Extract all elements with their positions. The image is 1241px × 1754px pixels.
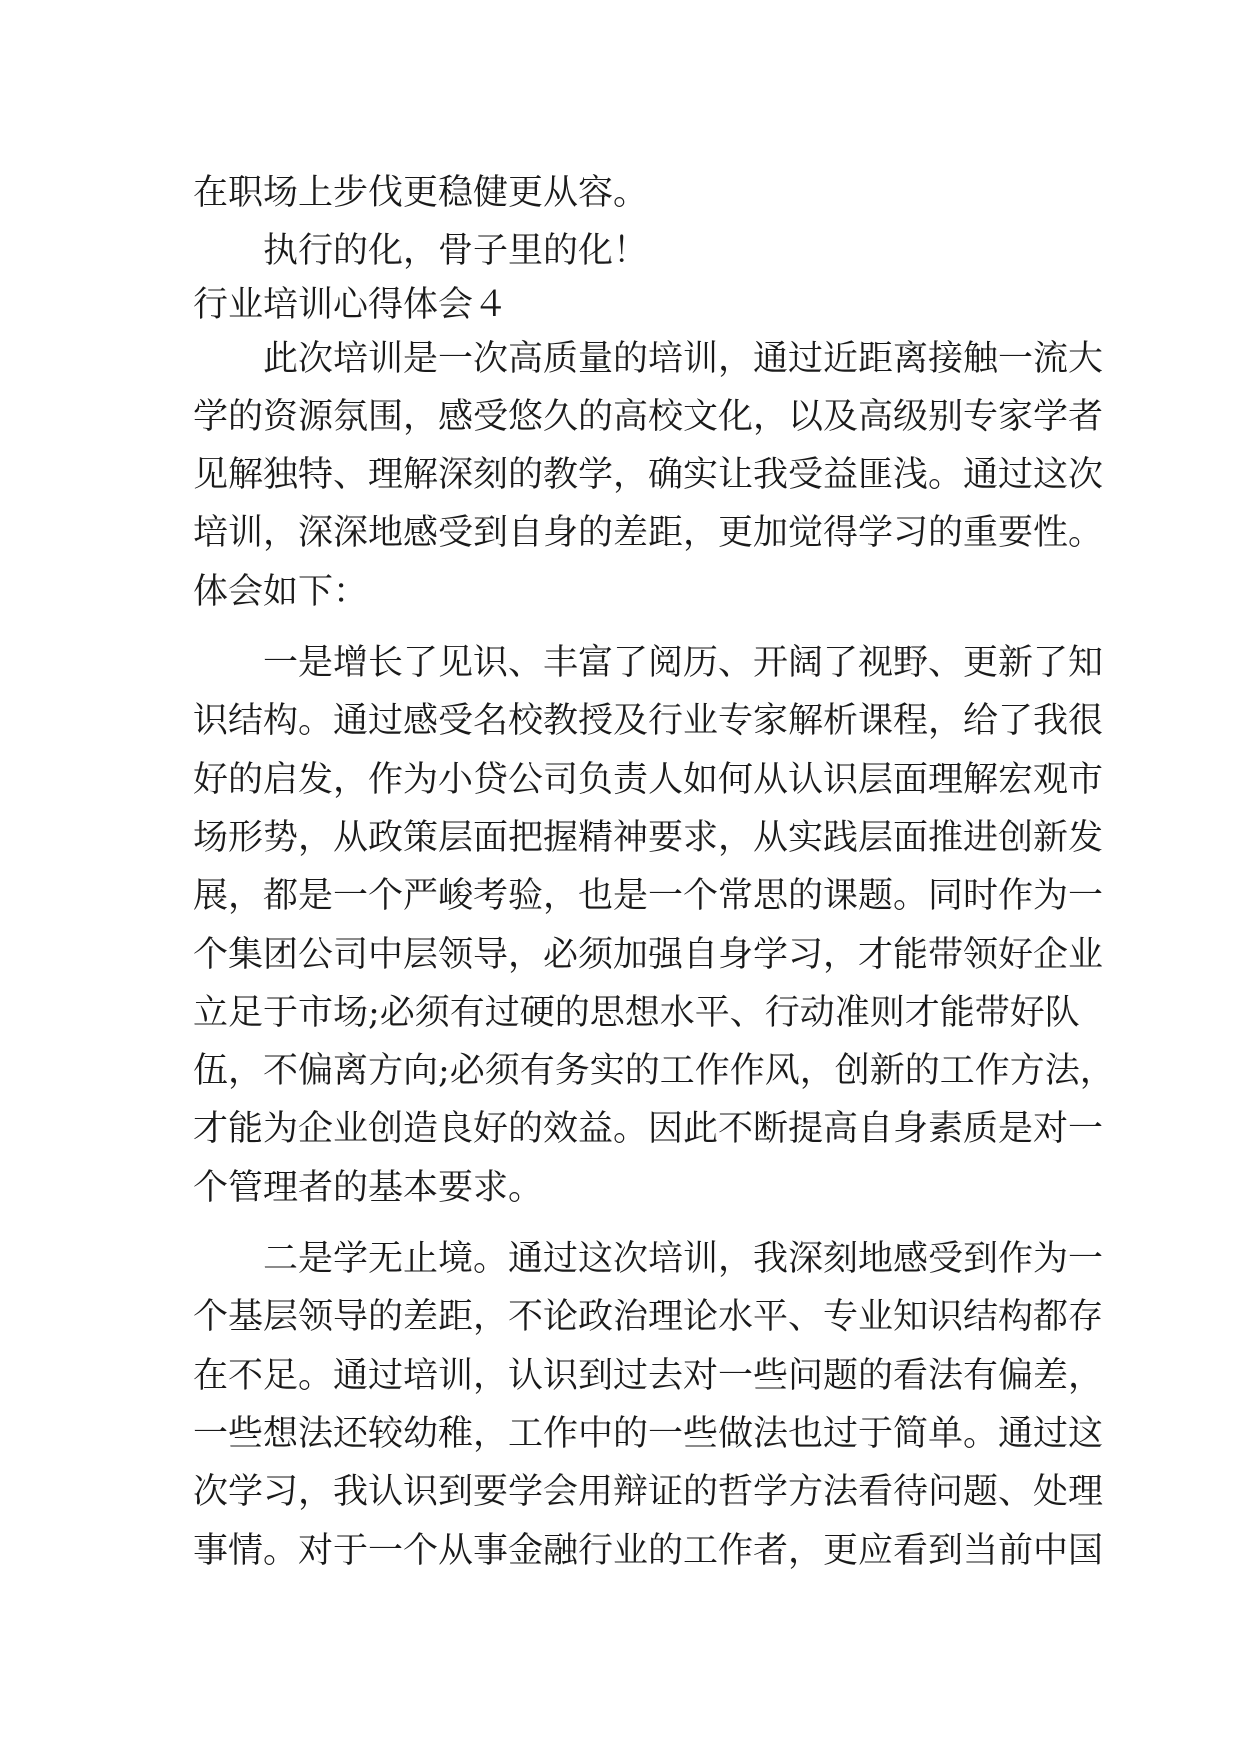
paragraph bbox=[193, 164, 1059, 222]
document-body bbox=[193, 164, 1115, 1580]
text-line: 场形势，从政策层面把握精神要求，从实践层面推进创新发 bbox=[193, 817, 1104, 858]
text-line: 个基层领导的差距，不论政治理论水平、专业知识结构都存 bbox=[193, 1297, 1104, 1338]
section-heading: 行业培训心得体会４ bbox=[193, 284, 509, 325]
text-line: 个管理者的基本要求。 bbox=[193, 1167, 544, 1208]
text-line: 培训，深深地感受到自身的差距，更加觉得学习的重要性。 bbox=[193, 513, 1104, 554]
text-line: 识结构。通过感受名校教授及行业专家解析课程，给了我很 bbox=[193, 701, 1104, 742]
text-line: 二是学无止境。通过这次培训，我深刻地感受到作为一 bbox=[263, 1239, 1104, 1280]
text-line: 才能为企业创造良好的效益。因此不断提高自身素质是对一 bbox=[193, 1109, 1104, 1150]
text-line: 事情。对于一个从事金融行业的工作者，更应看到当前中国 bbox=[193, 1530, 1104, 1571]
text-line: 在职场上步伐更稳健更从容。 bbox=[193, 173, 649, 213]
text-line: 次学习，我认识到要学会用辩证的哲学方法看待问题、处理 bbox=[193, 1472, 1104, 1513]
paragraph bbox=[193, 222, 1059, 280]
text-line: 在不足。通过培训，认识到过去对一些问题的看法有偏差， bbox=[193, 1355, 1104, 1396]
text-line: 个集团公司中层领导，必须加强自身学习，才能带领好企业 bbox=[193, 934, 1104, 975]
paragraph-spacing bbox=[193, 621, 1059, 634]
paragraph bbox=[193, 1230, 1104, 1580]
text-line: 体会如下： bbox=[193, 571, 369, 612]
text-line: 立足于市场;必须有过硬的思想水平、行动准则才能带好队 bbox=[193, 992, 1080, 1033]
text-line: 执行的化，骨子里的化！ bbox=[263, 231, 649, 272]
text-line: 好的启发，作为小贷公司负责人如何从认识层面理解宏观市 bbox=[193, 759, 1104, 800]
paragraph bbox=[193, 634, 1115, 1217]
text-line: 伍，不偏离方向;必须有务实的工作作风，创新的工作方法， bbox=[193, 1051, 1115, 1092]
text-line: 一是增长了见识、丰富了阅历、开阔了视野、更新了知 bbox=[263, 643, 1104, 684]
text-line: 学的资源氛围，感受悠久的高校文化，以及高级别专家学者 bbox=[193, 396, 1104, 437]
paragraph-spacing bbox=[193, 1217, 1059, 1230]
paragraph bbox=[193, 330, 1104, 621]
text-line: 见解独特、理解深刻的教学，确实让我受益匪浅。通过这次 bbox=[193, 455, 1104, 496]
text-line: 一些想法还较幼稚，工作中的一些做法也过于简单。通过这 bbox=[193, 1413, 1104, 1454]
text-line: 此次培训是一次高质量的培训，通过近距离接触一流大 bbox=[263, 338, 1104, 379]
text-line: 展，都是一个严峻考验，也是一个常思的课题。同时作为一 bbox=[193, 876, 1104, 917]
